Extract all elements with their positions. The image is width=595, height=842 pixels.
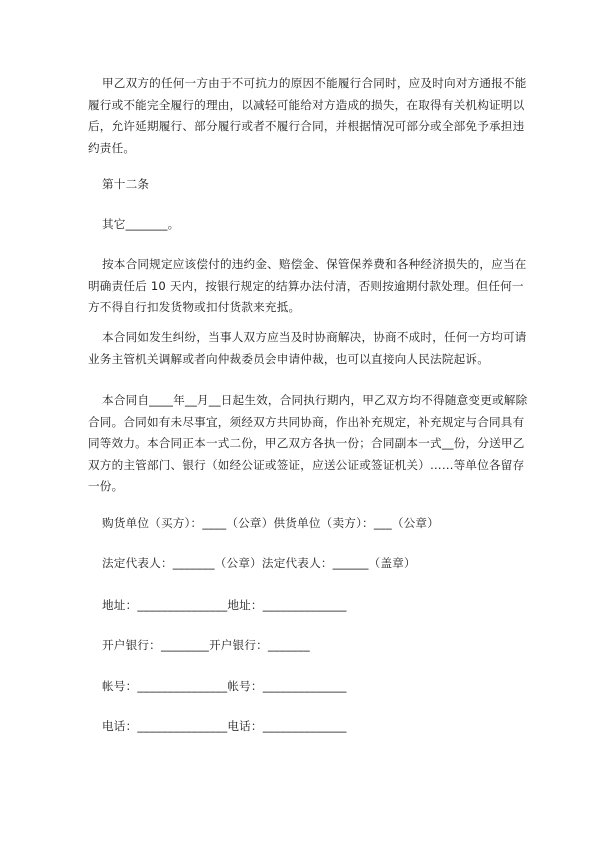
force-majeure-paragraph: 甲乙双方的任何一方由于不可抗力的原因不能履行合同时，应及时向对方通报不能履行或不能完全履行的理由，以减轻可能给对方造成的损失，在取得有关机构证明以后，允许延期履行、部分履行或者不履行合同，并根据情况可部分或全部免予承担违约责任。 xyxy=(88,76,527,155)
article-12-heading: 第十二条 xyxy=(102,177,150,191)
signature-units-line: 购货单位（买方）：____（公章）供货单位（卖方）：___（公章） xyxy=(102,516,440,530)
other-clause: 其它_______。 xyxy=(102,217,180,231)
signature-account-line: 帐号：_______________帐号：______________ xyxy=(102,679,347,693)
signature-representatives-line: 法定代表人：_______（公章）法定代表人：______（盖章） xyxy=(102,556,416,570)
signature-phone-line: 电话：_______________电话：______________ xyxy=(102,719,347,733)
signature-bank-line: 开户银行：________开户银行：_______ xyxy=(102,638,310,652)
signature-address-line: 地址：_______________地址：______________ xyxy=(102,598,347,612)
effective-date-paragraph: 本合同自____年__月__日起生效，合同执行期内，甲乙双方均不得随意变更或解除合同。合同如有未尽事宜，须经双方共同协商，作出补充规定，补充规定与合同具有同等效力。本合同正本一式二份，甲乙双方各执一份；合同副本一式__份，分送甲乙双方的主管部门、银行（如经公证或签证，应送公证或签证机关）……等单位各留存一份。 xyxy=(88,393,528,493)
payment-paragraph: 按本合同规定应该偿付的违约金、赔偿金、保管保养费和各种经济损失的，应当在明确责任后 10 天内，按银行规定的结算办法付清，否则按逾期付款处理。但任何一方不得自行扣发货物或扣付货款来充抵。 xyxy=(88,257,527,314)
dispute-paragraph: 本合同如发生纠纷，当事人双方应当及时协商解决，协商不成时，任何一方均可请业务主管机关调解或者向仲裁委员会申请仲裁，也可以直接向人民法院起诉。 xyxy=(88,330,527,366)
